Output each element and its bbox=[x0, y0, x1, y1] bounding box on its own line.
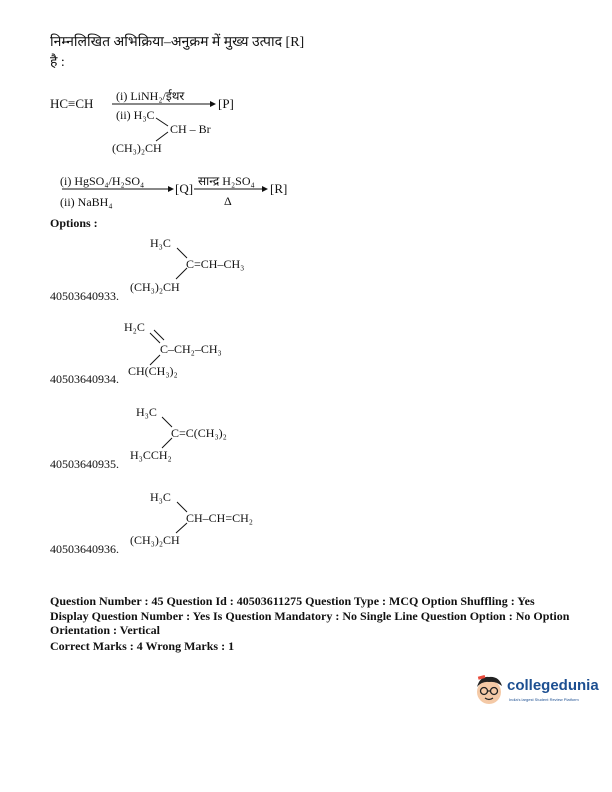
option-2-bottom-group: CH(CH₃)₂ bbox=[128, 364, 178, 378]
meta-line-1: Question Number : 45 Question Id : 40503611275 Question Type : MCQ Option Shuffling : Yes bbox=[50, 594, 535, 608]
option-3-bottom-group: H₃CCH₂ bbox=[130, 448, 172, 462]
reagent-nabh4: (ii) NaBH₄ bbox=[60, 195, 113, 209]
option-4-top-group: H₃C bbox=[150, 490, 171, 504]
option-1-top-group: H₃C bbox=[150, 236, 171, 250]
reactant-acetylene: HC≡CH bbox=[50, 96, 94, 111]
options-label: Options : bbox=[50, 216, 98, 230]
option-4-main-chain: CH–CH=CH₂ bbox=[186, 511, 253, 525]
logo-wordmark: collegedunia bbox=[507, 677, 599, 694]
option-2-id: 40503640934. bbox=[50, 372, 119, 386]
option-1-bottom-group: (CH₃)₂CH bbox=[130, 280, 180, 294]
question-text-line1: निम्नलिखित अभिक्रिया–अनुक्रम में मुख्य उत्पाद [R] bbox=[50, 35, 305, 50]
reagent-conc-h2so4: सान्द्र H₂SO₄ bbox=[198, 174, 255, 188]
option-3-main-chain: C=C(CH₃)₂ bbox=[171, 426, 227, 440]
option-3-id: 40503640935. bbox=[50, 457, 119, 471]
product-p: [P] bbox=[218, 96, 234, 111]
option-2-top-group: H₂C bbox=[124, 320, 145, 334]
option-1-id: 40503640933. bbox=[50, 289, 119, 303]
logo-tagline: India's largest Student Review Platform bbox=[509, 697, 579, 702]
question-text-line2: है : bbox=[50, 55, 65, 70]
isopropyl-group: (CH₃)₂CH bbox=[112, 141, 162, 155]
option-2-main-chain: C–CH₂–CH₃ bbox=[160, 342, 222, 356]
intermediate-q: [Q] bbox=[175, 181, 194, 196]
meta-line-3: Orientation : Vertical bbox=[50, 623, 160, 637]
meta-line-2: Display Question Number : Yes Is Question Mandatory : No Single Line Question Option : No Option bbox=[50, 609, 570, 623]
heat-symbol: Δ bbox=[224, 194, 232, 208]
product-r: [R] bbox=[270, 181, 288, 196]
reagent-step-ii: (ii) H₃C bbox=[116, 108, 155, 122]
option-4-id: 40503640936. bbox=[50, 542, 119, 556]
alkyl-bromide-ch-br: CH – Br bbox=[170, 122, 211, 136]
reagent-hgso4: (i) HgSO₄/H₂SO₄ bbox=[60, 174, 145, 188]
reagent-step-i: (i) LiNH₂/ईथर bbox=[116, 89, 185, 103]
option-4-bottom-group: (CH₃)₂CH bbox=[130, 533, 180, 547]
mascot-icon bbox=[472, 673, 506, 707]
meta-marks: Correct Marks : 4 Wrong Marks : 1 bbox=[50, 639, 235, 653]
option-3-top-group: H₃C bbox=[136, 405, 157, 419]
option-1-main-chain: C=CH–CH₃ bbox=[186, 257, 245, 271]
